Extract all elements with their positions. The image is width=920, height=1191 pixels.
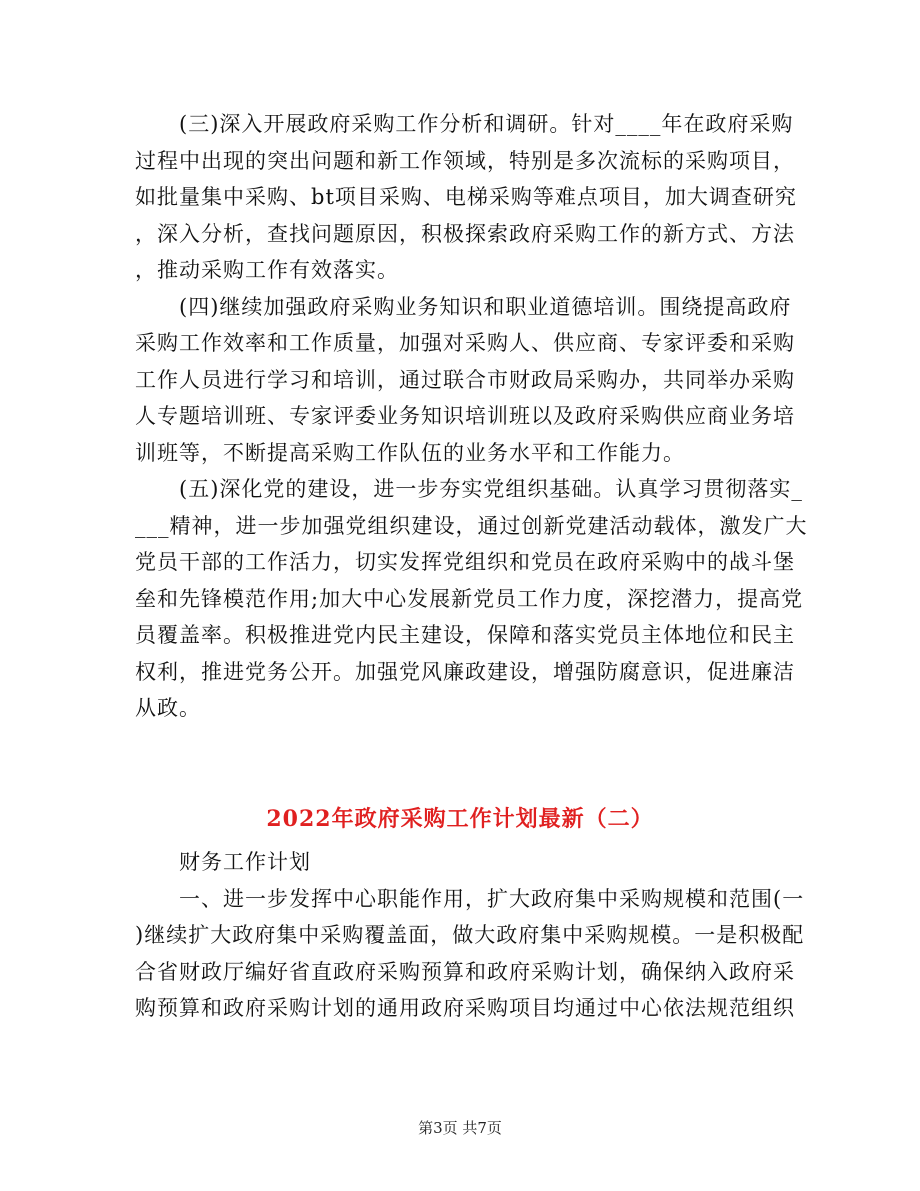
text-line: 人专题培训班、专家评委业务知识培训班以及政府采购供应商业务培 [135,404,795,428]
text-line: 员覆盖率。积极推进党内民主建设，保障和落实党员主体地位和民主 [135,623,795,647]
text-line: 垒和先锋模范作用;加大中心发展新党员工作力度，深挖潜力，提高党 [135,586,804,611]
text-line: 如批量集中采购、bt项目采购、电梯采购等难点项目，加大调查研究 [135,185,797,209]
text-line: 训班等，不断提高采购工作队伍的业务水平和工作能力。 [135,440,685,465]
body-text-upper [135,106,808,727]
paragraph-section-three [135,106,797,289]
paragraph-section-four [135,289,795,472]
text-line: 权利，推进党务公开。加强党风廉政建设，增强防腐意识，促进廉洁 [135,659,795,684]
subheading: 财务工作计划 [135,850,311,874]
text-line: (四)继续加强政府采购业务知识和职业道德培训。围绕提高政府 [135,294,792,319]
page-footer [0,1117,920,1138]
paragraph-section-one [135,881,805,1027]
text-line: ，推动采购工作有效落实。 [135,258,399,282]
text-line: 一、进一步发挥中心职能作用，扩大政府集中采购规模和范围(一 [135,886,805,911]
text-line: 从政。 [135,696,201,720]
page-number: 第3页 共7页 [418,1119,502,1137]
text-line: 工作人员进行学习和培训，通过联合市财政局采购办，共同举办采购 [135,367,795,392]
text-line: 党员干部的工作活力，切实发挥党组织和党员在政府采购中的战斗堡 [135,550,795,574]
text-line: (三)深入开展政府采购工作分析和调研。针对____年在政府采购 [135,112,794,136]
text-line: 过程中出现的突出问题和新工作领域，特别是多次流标的采购项目， [135,148,795,173]
paragraph-section-five [135,471,808,727]
text-line: 购预算和政府采购计划的通用政府采购项目均通过中心依法规范组织 [135,996,795,1020]
document-title: 2022年政府采购工作计划最新（二） [266,806,654,832]
text-line: ___精神，进一步加强党组织建设，通过创新党建活动载体，激发广大 [135,513,808,538]
text-line: (五)深化党的建设，进一步夯实党组织基础。认真学习贯彻落实_ [135,477,803,501]
text-line: )继续扩大政府集中采购覆盖面，做大政府集中采购规模。一是积极配 [135,923,805,947]
text-line: 采购工作效率和工作质量，加强对采购人、供应商、专家评委和采购 [135,331,795,355]
text-line: 合省财政厅编好省直政府采购预算和政府采购计划，确保纳入政府采 [135,959,795,984]
text-line: ，深入分析，查找问题原因，积极探索政府采购工作的新方式、方法 [135,221,795,246]
body-text-lower [135,844,805,1027]
